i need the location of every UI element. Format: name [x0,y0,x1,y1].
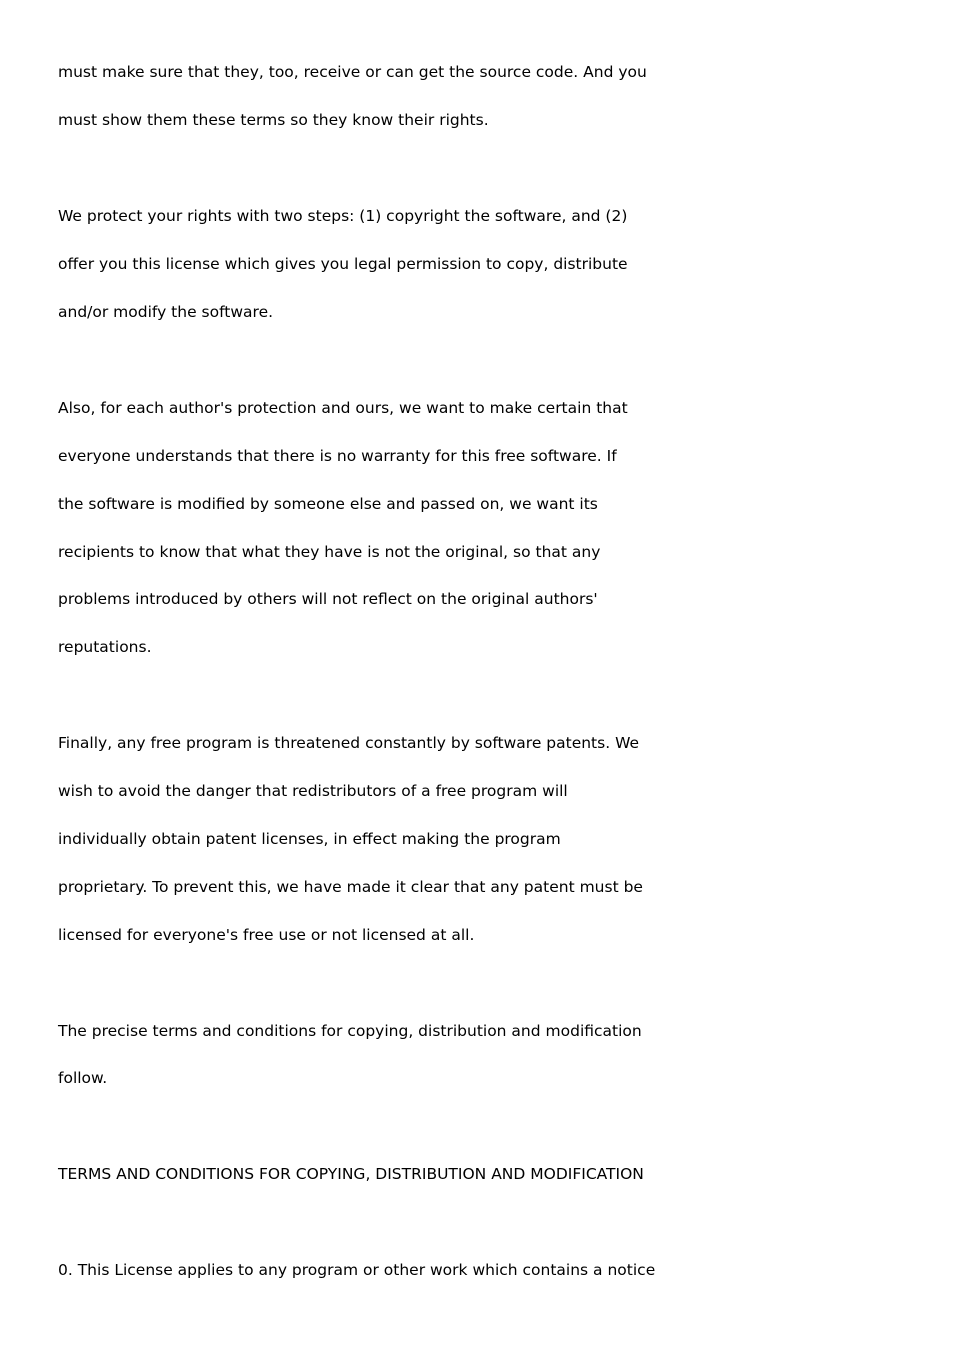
text-line: follow. [58,1069,108,1087]
text-line: wish to avoid the danger that redistributors of a free program will [58,782,568,800]
text-line: The precise terms and conditions for copying, distribution and modification [58,1022,642,1040]
text-line: and/or modify the software. [58,303,274,321]
text-line: licensed for everyone's free use or not licensed at all. [58,926,475,944]
text-line: everyone understands that there is no warranty for this free software. If [58,447,617,465]
text-line: individually obtain patent licenses, in effect making the program [58,830,561,848]
text-line: recipients to know that what they have is not the original, so that any [58,543,601,561]
text-line: offer you this license which gives you legal permission to copy, distribute [58,255,628,273]
text-line: Finally, any free program is threatened constantly by software patents. We [58,734,640,752]
text-line: Also, for each author's protection and ours, we want to make certain that [58,399,628,417]
section-heading: TERMS AND CONDITIONS FOR COPYING, DISTRIBUTION AND MODIFICATION [58,1165,644,1183]
text-line: reputations. [58,638,152,656]
text-line: 0. This License applies to any program or other work which contains a notice [58,1261,656,1279]
text-line: the software is modified by someone else and passed on, we want its [58,495,598,513]
text-line: proprietary. To prevent this, we have made it clear that any patent must be [58,878,643,896]
text-line: We protect your rights with two steps: (1) copyright the software, and (2) [58,207,628,225]
text-line: problems introduced by others will not reflect on the original authors' [58,590,598,608]
text-line: must make sure that they, too, receive or can get the source code. And you [58,63,647,81]
text-line: must show them these terms so they know their rights. [58,111,489,129]
